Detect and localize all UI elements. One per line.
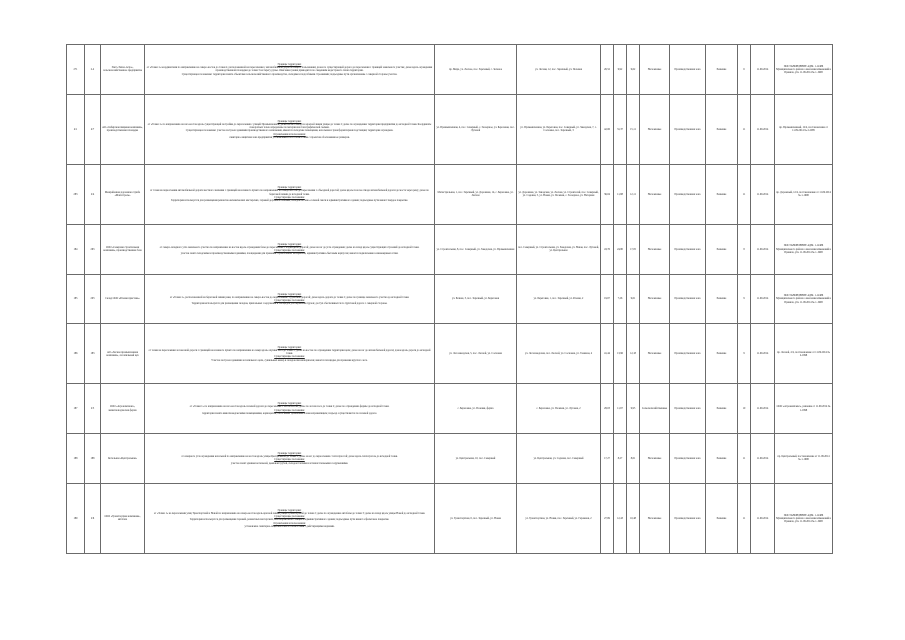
object-name: ЗАО «Техно-Агро», сельскохозяйственное предприятие <box>101 45 145 95</box>
table-row <box>67 224 833 274</box>
area-total: 27,69 <box>601 483 614 553</box>
area-value-2: 12,43 <box>614 483 627 553</box>
table-row <box>67 384 833 434</box>
area-value-3: 12,11 <box>627 164 640 224</box>
description-paragraph: Существующее положение: <box>274 355 305 359</box>
document-date: 11.09.2014 <box>751 164 775 224</box>
boundary-description <box>145 434 435 484</box>
document-type: Решение <box>706 224 738 274</box>
document-type: Решение <box>706 384 738 434</box>
land-category: Населенные <box>640 274 670 324</box>
land-category: Населенные <box>640 483 670 553</box>
address: ул. Транспортная, 6, пос. Заречный, ул. Новая <box>435 483 517 553</box>
row-code: 4/7 <box>85 94 101 164</box>
area-total: 17,27 <box>601 434 614 484</box>
description-paragraph: Территория используется для размещения складов, причальных сооружений и площадок для перевалки грузов; доступ обеспечивается по грунтовой дороге с северной стороны. <box>191 302 388 306</box>
description-paragraph: Границы территории: <box>277 186 302 190</box>
description-paragraph: от «Точки 1» на пересечении улиц Транспортной и Новой по направлению на северо-восток вдоль красной линии улицы Транспортной до точки 2; далее по ограждению автобазы до точки 3; далее на запад вдоль улицы Новой до исходной точки. <box>153 512 426 516</box>
document-count: 6 <box>738 45 751 95</box>
row-code: 183 <box>85 324 101 384</box>
table-row <box>67 94 833 164</box>
zone-type: Производственная зона <box>670 224 706 274</box>
location: пос. Северный, ул. Строительная, ул. Заводская, ул. Новая, пос. Луговой, ул. Центральная <box>517 224 601 274</box>
location: ул. Лесная, 12, пос. Заречный, ул. Полевая <box>517 45 601 95</box>
row-code: 2/5 <box>85 384 101 434</box>
description-paragraph: санитарно-защитная зона предприятия устанавливается в соответствии с проектом обоснования ее размеров. <box>229 135 350 139</box>
table-row <box>67 483 833 553</box>
address: пр. Мира, уч. Лесное, пос. Заречный, с. Зеленое <box>435 45 517 95</box>
description-paragraph: Границы территории: <box>277 345 302 349</box>
document-count: 11 <box>738 434 751 484</box>
description-paragraph: Границы территории: <box>277 119 302 123</box>
area-total: 26,52 <box>601 45 614 95</box>
land-category: Населенные <box>640 324 670 384</box>
description-paragraph: Ограничения использования: <box>273 521 306 525</box>
row-number: 188 <box>67 434 85 484</box>
area-value-2: 11,97 <box>614 384 627 434</box>
table-row <box>67 324 833 384</box>
row-number: 271 <box>67 45 85 95</box>
description-paragraph: от «Точки 1» по направлению на юго-восток вдоль полевой дороги до пересечения с лесополосой; далее по лесополосе до точки 2; далее по ограждению фермы до исходной точки. <box>189 405 390 409</box>
description-paragraph: от «Точки 1» по направлению на юго-восток вдоль существующей застройки до пересечения с улицей Промышленной; далее на юго-запад по красной линии улицы до точки 2; далее по ограждению территории предприятия до исходной точки. Координаты поворотных точек определены по материалам топографической съемки. <box>147 122 432 130</box>
address: Магистральная, 1, пос. Заречный, ул. Дорожная, 14, с. Березовка, ул. Лесная <box>435 164 517 224</box>
document-date: 11.09.2014 <box>751 324 775 384</box>
description-paragraph: Существующее положение: <box>274 298 305 302</box>
land-category: Населенные <box>640 434 670 484</box>
legal-basis: пр. Лесной, 2/4, постановление от 11.09.2014 № 2-1998 <box>775 324 833 384</box>
description-paragraph: территория занята животноводческими помещениями, кормоцехом, силосными траншеями и навозохранилищем; подъезд осуществляется по полевой дороге. <box>201 411 378 415</box>
location: с. Березовка, ул. Полевая, ул. Луговая, 2 <box>517 384 601 434</box>
zone-type: Производственная зона <box>670 384 706 434</box>
legal-basis: ПОСТАНОВЛЕНИЕ АДМ. 1-12486 Муниципального района о внесении изменений в Правила, утв. 11.09.2014 № 1-1998 <box>775 483 833 553</box>
area-value-3: 17,05 <box>627 224 640 274</box>
description-paragraph: Существующее положение: <box>274 515 305 519</box>
description-paragraph: Границы территории: <box>277 242 302 246</box>
address: ул. Лесозаводская, 5, пос. Лесной, ул. Сосновая <box>435 324 517 384</box>
address: с. Березовка, ул. Полевая, ферма <box>435 384 517 434</box>
boundary-description <box>145 384 435 434</box>
object-name: Склад ООО «Речная пристань» <box>101 274 145 324</box>
area-value-3: 10,48 <box>627 483 640 553</box>
land-category: Населенные <box>640 94 670 164</box>
boundary-description <box>145 324 435 384</box>
area-value-2: 24,80 <box>614 224 627 274</box>
boundary-description <box>145 483 435 553</box>
description-paragraph: участок занят складскими и производственными зданиями, площадками для хранения строительных материалов, административно-бытовым корпусом; имеется подключение к инженерным сетям. <box>180 252 399 256</box>
land-category: Населенные <box>640 45 670 95</box>
document-count: 8 <box>738 224 751 274</box>
table-row <box>67 164 833 224</box>
description-paragraph: от северо-западного угла земельного участка по направлению на восток вдоль ограждения базы до пересечения с подъездной дорогой; далее на юг до угла ограждения; далее на запад вдоль существующих строений до исходной точки. <box>159 245 420 249</box>
area-value-3: 12,18 <box>627 324 640 384</box>
area-value-3: 15,11 <box>627 94 640 164</box>
description-paragraph: от «Точки 1» координатами по направлению на северо-восток до точки 2, расположенной на пересечении с автомобильной дорогой общего пользования; далее по существующей дороге до пересечения с границей земельного участка; далее вдоль ограждения производственной площадки до точки 3 на берегу ручья. Описание границ приводится по сведениям кадастрового плана территории. <box>146 66 433 73</box>
land-category: Населенные <box>640 224 670 274</box>
document-type: Решение <box>706 164 738 224</box>
legal-basis: ООО «Агрокомплекс», решение от 11.09.2014 № 1-1998 <box>775 384 833 434</box>
document-date: 11.09.2014 <box>751 384 775 434</box>
description-paragraph: Границы территории: <box>277 292 302 296</box>
table-row <box>67 434 833 484</box>
object-name: ООО «Агрокомплекс», животноводческая ферма <box>101 384 145 434</box>
legal-basis: пр. Центральный, постановление от 11.09.2014 № 1-1998 <box>775 434 833 484</box>
area-total: 36,04 <box>601 164 614 224</box>
document-type: Решение <box>706 45 738 95</box>
location: ул. Транспортная, ул. Новая, пос. Заречный, ул. Гаражная, 2 <box>517 483 601 553</box>
document-count: 10 <box>738 384 751 434</box>
area-value-3: 9,61 <box>627 274 640 324</box>
legal-basis: пр. Дорожный, 12/4, постановление от 11.09.2014 № 1-1998 <box>775 164 833 224</box>
document-date: 11.09.2014 <box>751 274 775 324</box>
document-date: 11.09.2014 <box>751 224 775 274</box>
description-paragraph: от точки на пересечении лесовозной дороги с границей населенного пункта по направлению на север вдоль опушки леса до точки 2; далее на восток по ограждению территории цеха; далее на юг до автомобильной дороги; далее вдоль дороги до исходной точки. <box>148 348 431 356</box>
document-type: Решение <box>706 274 738 324</box>
description-paragraph: Участок застроен зданиями лесопильного цеха, сушильных камер и складов пиломатериалов; имеется площадка для хранения круглого леса. <box>211 358 368 362</box>
object-name: АО «Сибирская пищевая компания», производственная площадка <box>101 94 145 164</box>
document-date: 11.09.2014 <box>751 45 775 95</box>
description-paragraph: Границы территории: <box>277 508 302 512</box>
area-value-2: 9,92 <box>614 45 627 95</box>
area-value-3: 9,95 <box>627 384 640 434</box>
area-value-2: 8,27 <box>614 434 627 484</box>
document-count: 11 <box>738 94 751 164</box>
document-type: Решение <box>706 94 738 164</box>
document-count: 11 <box>738 483 751 553</box>
description-paragraph: установлена санитарно-защитная зона в соответствии с действующими нормами. <box>244 524 335 528</box>
area-value-3: 8,61 <box>627 434 640 484</box>
object-name: Котельная «Центральная» <box>101 434 145 484</box>
row-number: 283 <box>67 164 85 224</box>
area-value-2: 13,96 <box>614 324 627 384</box>
document-type: Решение <box>706 324 738 384</box>
document-date: 11.09.2014 <box>751 94 775 164</box>
area-total: 41,44 <box>601 324 614 384</box>
area-total: 28,03 <box>601 384 614 434</box>
document-count: 11 <box>738 164 751 224</box>
description-paragraph: Территория используется для размещения гаражей, ремонтных мастерских, автозаправочной станции и административного здания; подъездные пути имеют асфальтовое покрытие. <box>189 518 390 522</box>
description-paragraph: Существующее положение: <box>274 458 305 462</box>
description-paragraph: Существующее положение: <box>274 408 305 412</box>
area-value-2: 31,37 <box>614 94 627 164</box>
address: ул. Речная, 3, пос. Заречный, ул. Береговая <box>435 274 517 324</box>
zone-type: Производственная зона <box>670 274 706 324</box>
land-category: Населенные <box>640 164 670 224</box>
row-number: 185 <box>67 274 85 324</box>
zone-type: Производственная зона <box>670 94 706 164</box>
description-paragraph: Существующее положение: <box>274 195 305 199</box>
description-paragraph: Границы территории: <box>277 63 302 66</box>
row-number: 189 <box>67 483 85 553</box>
area-value-3: 9,62 <box>627 45 640 95</box>
location: ул. Береговая, 1, пос. Заречный, ул. Речная, 2 <box>517 274 601 324</box>
description-paragraph: Существующее положение: участок застроен зданиями производственного назначения, имеются складские помещения, котельная и трансформаторная подстанция; территория ограждена. <box>185 129 394 133</box>
legal-basis: ПОСТАНОВЛЕНИЕ АДМ. 1-12486 Муниципального района о внесении изменений в Правила, утв. 11.09.2014 № 1-1998 <box>775 224 833 274</box>
document-count: 9 <box>738 324 751 384</box>
boundary-description <box>145 45 435 95</box>
document-date: 11.09.2014 <box>751 483 775 553</box>
row-number: 187 <box>67 384 85 434</box>
address: ул. Центральная, 10, пос. Северный <box>435 434 517 484</box>
description-paragraph: Границы территории: <box>277 452 302 456</box>
object-name: ООО «Транспортная компания», автобаза <box>101 483 145 553</box>
description-paragraph: от точки на пересечении автомобильной дороги местного значения с границей населенного пункта по направлению на северо-восток до пересечения с объездной дорогой; далее вдоль полосы отвода автомобильной дороги до моста через реку; далее по береговой линии до исходной точки. <box>150 189 429 196</box>
description-paragraph: Существующее положение: <box>274 249 305 253</box>
location: ул. Лесозаводская, пос. Лесной, ул. Сосновая, ул. Таежная, 4 <box>517 324 601 384</box>
row-code: 188 <box>85 434 101 484</box>
area-value-2: 11,88 <box>614 164 627 224</box>
legal-basis: пр. Промышленный, 12/4, постановление от 11.09.2014 № 2-2085 <box>775 94 833 164</box>
table-row <box>67 45 833 95</box>
location: ул. Центральная, ул. Садовая, пос. Северный <box>517 434 601 484</box>
zone-type: Производственная зона <box>670 45 706 95</box>
address: ул. Строительная, 8, пос. Северный, ул. Заводская, ул. Промышленная <box>435 224 517 274</box>
area-total: 43,76 <box>601 224 614 274</box>
table-row <box>67 274 833 324</box>
description-paragraph: Границы территории: <box>277 402 302 406</box>
row-number: 4/1 <box>67 94 85 164</box>
zone-type: Производственная зона <box>670 434 706 484</box>
register-table <box>66 44 833 554</box>
document-type: Решение <box>706 434 738 484</box>
land-category: Сельскохозяйственные <box>640 384 670 434</box>
boundary-description <box>145 274 435 324</box>
zone-type: Производственная зона <box>670 483 706 553</box>
location: ул. Промышленная, ул. Береговая, пос. Северный, ул. Заводская, 7, с. Сосновка, пос. Заречный, 3 <box>517 94 601 164</box>
boundary-description <box>145 164 435 224</box>
area-total: 19,67 <box>601 274 614 324</box>
row-code: 203 <box>85 274 101 324</box>
description-paragraph: Ограничения использования: <box>273 132 306 136</box>
legal-basis: ПОСТАНОВЛЕНИЕ АДМ. 1-12486 Муниципального района о внесении изменений в Правила, утв. 11.09.2014 № 1-1998 <box>775 274 833 324</box>
location: ул. Дорожная, ул. Заводская, ул. Лесная, ул. Строителей, пос. Северный, ул. Садовая, 5, ул. Новая, ул. Полевая, с. Заозерное, ул. Нагорная <box>517 164 601 224</box>
boundary-description <box>145 94 435 164</box>
object-name: АО «Лесная промышленная компания», лесопильный цех <box>101 324 145 384</box>
row-code: 2-2 <box>85 45 101 95</box>
description-paragraph: от северного угла ограждения котельной по направлению на восток вдоль улицы Центральной до точки 2; далее на юг до пересечения с теплотрассой; далее вдоль теплотрассы до исходной точки. <box>181 455 398 459</box>
description-paragraph: от «Точки 1», расположенной на береговой линии реки, по направлению на северо-восток до пересечения с грунтовой дорогой; далее вдоль дороги до точки 2; далее по границе земельного участка до исходной точки. <box>169 295 410 299</box>
description-paragraph: участок занят зданием котельной, дымовой трубой, складом топлива и вспомогательными сооружениями. <box>230 461 349 465</box>
row-code: 263 <box>85 224 101 274</box>
row-number: 186 <box>67 324 85 384</box>
boundary-description <box>145 224 435 274</box>
area-total: 42,06 <box>601 94 614 164</box>
row-code: 2/4 <box>85 164 101 224</box>
row-code: 2/6 <box>85 483 101 553</box>
object-name: ООО «Северная строительная компания», производственная база <box>101 224 145 274</box>
legal-basis: ПОСТАНОВЛЕНИЕ АДМ. 1-12486 Муниципального района о внесении изменений в Правила, утв. 11.09.2014 № 1-1998 <box>775 45 833 95</box>
zone-type: Производственная зона <box>670 324 706 384</box>
description-paragraph: Территория используется для размещения ремонтно-механических мастерских, гаражей дорожной техники, складов песчано-солевой смеси и административного здания; подъездные пути имеют твердое покрытие. <box>170 199 409 203</box>
address: ул. Промышленная, 4, пос. Северный, с. Заозерное, ул. Березовая, пос. Луговой <box>435 94 517 164</box>
description-paragraph: Существующее положение: территория занята объектами сельскохозяйственного производства, складами и подсобными строениями; подъездные пути организованы с северной стороны участка. <box>181 72 398 76</box>
object-name: Межрайонная дорожная служба «Магистраль» <box>101 164 145 224</box>
document-count: 9 <box>738 274 751 324</box>
document-date: 11.09.2014 <box>751 434 775 484</box>
document-type: Решение <box>706 483 738 553</box>
zone-type: Производственная зона <box>670 164 706 224</box>
area-value-2: 7,26 <box>614 274 627 324</box>
row-number: 184 <box>67 224 85 274</box>
